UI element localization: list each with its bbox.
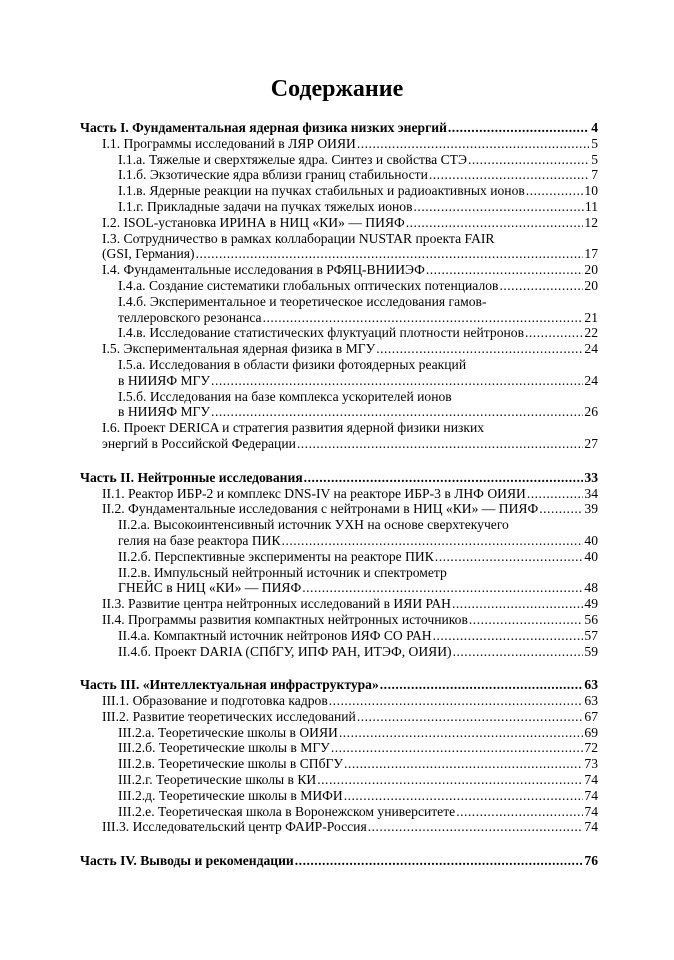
toc-section-entry <box>80 596 598 612</box>
toc-subsection-entry <box>80 549 598 565</box>
toc-subsection-entry <box>80 517 598 533</box>
dot-leader <box>539 501 583 517</box>
table-of-contents <box>80 120 598 869</box>
toc-entry-title: I.1. Программы исследований в ЛЯР ОИЯИ <box>102 135 356 151</box>
dot-leader <box>526 183 584 199</box>
dot-leader <box>527 486 584 502</box>
toc-entry-title: III.2.а. Теоретические школы в ОИЯИ <box>118 724 338 740</box>
toc-page-number: 39 <box>584 501 598 517</box>
toc-page-number: 56 <box>584 611 598 627</box>
dot-leader <box>331 740 584 756</box>
toc-page-number: 67 <box>584 708 598 724</box>
toc-entry-title: энергий в Российской Федерации <box>102 435 296 451</box>
toc-section-entry <box>80 341 598 357</box>
toc-section-entry <box>80 612 598 628</box>
toc-page-number: 74 <box>584 787 598 803</box>
toc-section-entry <box>80 693 598 709</box>
toc-subsection-entry <box>80 278 598 294</box>
toc-section-entry <box>80 262 598 278</box>
toc-entry-title: I.4.а. Создание систематики глобальных оптических потенциалов <box>118 277 499 293</box>
toc-page-number: 24 <box>584 372 598 388</box>
dot-leader <box>211 373 583 389</box>
toc-page-number: 17 <box>584 246 598 262</box>
toc-subsection-entry <box>80 644 598 660</box>
toc-page-number: 72 <box>584 740 598 756</box>
toc-entry-title: I.4. Фундаментальные исследования в РФЯЦ-ВНИИЭФ <box>102 262 425 278</box>
dot-leader <box>211 404 583 420</box>
toc-subsection-entry <box>80 740 598 756</box>
toc-entry-title: I.3. Сотрудничество в рамках коллаборации NUSTAR проекта FAIR <box>102 230 495 246</box>
section-spacer <box>80 659 598 677</box>
toc-entry-title: III.2.д. Теоретические школы в МИФИ <box>118 787 343 803</box>
dot-leader <box>525 325 583 341</box>
dot-leader <box>357 709 584 725</box>
toc-section-entry <box>80 231 598 247</box>
dot-leader <box>357 136 589 152</box>
dot-leader <box>329 693 584 709</box>
toc-page-number: 63 <box>584 693 598 709</box>
toc-entry-title: III.2.в. Теоретические школы в СПбГУ <box>118 756 344 772</box>
toc-page-number: 7 <box>591 167 598 183</box>
toc-entry-title: ГНЕЙС в НИЦ «КИ» — ПИЯФ <box>118 580 302 596</box>
toc-subsection-entry <box>80 533 598 549</box>
dot-leader <box>297 436 584 452</box>
toc-subsection-entry <box>80 580 598 596</box>
toc-page-number: 20 <box>584 262 598 278</box>
toc-subsection-entry <box>80 628 598 644</box>
toc-entry-title: I.2. ISOL-установка ИРИНА в НИЦ «КИ» — ПИЯФ <box>102 214 405 230</box>
toc-page-number: 22 <box>584 325 598 341</box>
toc-page-number: 49 <box>584 596 598 612</box>
toc-entry-title: II.1. Реактор ИБР-2 и комплекс DNS-IV на реакторе ИБР-3 в ЛНФ ОИЯИ <box>102 485 526 501</box>
toc-entry-title: II.4.б. Проект DARIA (СПбГУ, ИПФ РАН, ИТЭФ, ОИЯИ) <box>118 643 452 659</box>
toc-entry-title: I.5. Экспериментальная ядерная физика в МГУ <box>102 341 376 357</box>
toc-entry-title: I.5.б. Исследования на базе комплекса ускорителей ионов <box>118 388 452 404</box>
toc-subsection-entry <box>80 725 598 741</box>
toc-section-entry <box>80 436 598 452</box>
toc-section-entry <box>80 709 598 725</box>
toc-page-number: 40 <box>584 532 598 548</box>
toc-page-number: 40 <box>584 548 598 564</box>
toc-section-entry <box>80 420 598 436</box>
toc-entry-title: I.1.б. Экзотические ядра вблизи границ стабильности <box>118 167 428 183</box>
toc-entry-title: Часть IV. Выводы и рекомендации <box>80 853 294 869</box>
section-spacer <box>80 452 598 470</box>
dot-leader <box>406 215 584 231</box>
toc-entry-title: II.4. Программы развития компактных нейтронных источников <box>102 611 468 627</box>
toc-entry-title: гелия на базе реактора ПИК <box>118 532 281 548</box>
page-title: Содержание <box>270 76 404 102</box>
toc-page-number: 26 <box>584 404 598 420</box>
toc-entry-title: I.1.г. Прикладные задачи на пучках тяжелых ионов <box>118 198 413 214</box>
toc-entry-title: (GSI, Германия) <box>102 246 195 262</box>
toc-entry-title: III.1. Образование и подготовка кадров <box>102 693 328 709</box>
toc-subsection-entry <box>80 325 598 341</box>
toc-page-number: 5 <box>591 135 598 151</box>
dot-leader <box>304 470 584 486</box>
toc-entry-title: II.4.а. Компактный источник нейтронов ИЯФ СО РАН <box>118 627 432 643</box>
dot-leader <box>435 549 584 565</box>
toc-subsection-entry <box>80 152 598 168</box>
dot-leader <box>468 152 589 168</box>
toc-entry-title: II.2.а. Высокоинтенсивный источник УХН на основе сверхтекучего <box>118 517 509 533</box>
toc-page-number: 57 <box>584 627 598 643</box>
toc-subsection-entry <box>80 565 598 581</box>
dot-leader <box>453 644 584 660</box>
toc-entry-title: Часть II. Нейтронные исследования <box>80 469 303 485</box>
toc-entry-title: в НИИЯФ МГУ <box>118 404 211 420</box>
toc-subsection-entry <box>80 199 598 215</box>
toc-subsection-entry <box>80 294 598 310</box>
dot-leader <box>433 628 584 644</box>
toc-page-number: 21 <box>584 309 598 325</box>
toc-entry-title: II.2.б. Перспективные эксперименты на реакторе ПИК <box>118 548 434 564</box>
toc-page-number: 10 <box>584 183 598 199</box>
dot-leader <box>282 533 584 549</box>
toc-entry-title: I.4.в. Исследование статистических флуктуаций плотности нейтронов <box>118 325 524 341</box>
toc-page-number: 4 <box>591 120 598 135</box>
toc-page-number: 34 <box>584 485 598 501</box>
toc-subsection-entry <box>80 183 598 199</box>
toc-entry-title: Часть III. «Интеллектуальная инфраструктура» <box>80 677 379 693</box>
toc-section-entry <box>80 136 598 152</box>
toc-entry-title: I.1.а. Тяжелые и сверхтяжелые ядра. Синтез и свойства СТЭ <box>118 151 467 167</box>
toc-subsection-entry <box>80 373 598 389</box>
toc-entry-title: в НИИЯФ МГУ <box>118 372 211 388</box>
dot-leader <box>426 262 584 278</box>
dot-leader <box>448 120 589 136</box>
toc-page-number: 59 <box>584 643 598 659</box>
dot-leader <box>499 278 583 294</box>
toc-subsection-entry <box>80 772 598 788</box>
dot-leader <box>196 246 584 262</box>
toc-page-number: 12 <box>584 214 598 230</box>
toc-page-number: 48 <box>584 580 598 596</box>
toc-entry-title: III.2.б. Теоретические школы в МГУ <box>118 740 330 756</box>
toc-entry-title: III.2. Развитие теоретических исследований <box>102 708 356 724</box>
toc-section-entry <box>80 501 598 517</box>
toc-section-entry <box>80 246 598 262</box>
toc-page-number: 76 <box>584 853 598 869</box>
toc-subsection-entry <box>80 788 598 804</box>
toc-entry-title: II.2.в. Импульсный нейтронный источник и спектрометр <box>118 564 447 580</box>
dot-leader <box>452 596 583 612</box>
toc-section-entry <box>80 819 598 835</box>
toc-section-entry <box>80 215 598 231</box>
dot-leader <box>295 853 584 869</box>
dot-leader <box>339 725 584 741</box>
toc-entry-title: II.2. Фундаментальные исследования с нейтронами в НИЦ «КИ» — ПИЯФ <box>102 501 539 517</box>
toc-entry-title: III.3. Исследовательский центр ФАИР-Россия <box>102 819 367 835</box>
dot-leader <box>344 756 583 772</box>
dot-leader <box>456 804 583 820</box>
toc-subsection-entry <box>80 310 598 326</box>
toc-part-entry <box>80 677 598 693</box>
toc-entry-title: I.5.а. Исследования в области физики фотоядерных реакций <box>118 356 467 372</box>
toc-entry-title: I.1.в. Ядерные реакции на пучках стабильных и радиоактивных ионов <box>118 183 525 199</box>
toc-entry-title: теллеровского резонанса <box>118 309 262 325</box>
toc-subsection-entry <box>80 756 598 772</box>
toc-page-number: 33 <box>584 469 598 485</box>
toc-part-entry <box>80 120 598 136</box>
toc-page-number: 20 <box>584 277 598 293</box>
toc-page-number: 27 <box>584 435 598 451</box>
toc-page-number: 74 <box>584 819 598 835</box>
section-spacer <box>80 835 598 853</box>
toc-entry-title: II.3. Развитие центра нейтронных исследований в ИЯИ РАН <box>102 596 451 612</box>
toc-subsection-entry <box>80 357 598 373</box>
toc-section-entry <box>80 486 598 502</box>
dot-leader <box>376 341 583 357</box>
toc-entry-title: I.6. Проект DERICA и стратегия развития ядерной физики низких <box>102 420 485 436</box>
toc-entry-title: I.4.б. Экспериментальное и теоретическое исследования гамов- <box>118 293 487 309</box>
dot-leader <box>263 310 584 326</box>
dot-leader <box>317 772 583 788</box>
dot-leader <box>344 788 584 804</box>
toc-page-number: 11 <box>584 198 598 214</box>
dot-leader <box>469 612 584 628</box>
toc-subsection-entry <box>80 804 598 820</box>
toc-page-number: 74 <box>584 772 598 788</box>
toc-subsection-entry <box>80 389 598 405</box>
toc-subsection-entry <box>80 404 598 420</box>
toc-part-entry <box>80 470 598 486</box>
toc-entry-title: Часть I. Фундаментальная ядерная физика низких энергий <box>80 120 447 135</box>
toc-part-entry <box>80 853 598 869</box>
dot-leader <box>368 819 584 835</box>
toc-page-number: 24 <box>584 341 598 357</box>
toc-page-number: 69 <box>584 724 598 740</box>
dot-leader <box>302 580 583 596</box>
toc-subsection-entry <box>80 167 598 183</box>
toc-page-number: 74 <box>584 803 598 819</box>
toc-page-number: 73 <box>584 756 598 772</box>
dot-leader <box>414 199 584 215</box>
dot-leader <box>429 167 589 183</box>
toc-page-number: 5 <box>591 151 598 167</box>
dot-leader <box>380 677 584 693</box>
toc-entry-title: III.2.г. Теоретические школы в КИ <box>118 772 317 788</box>
toc-entry-title: III.2.е. Теоретическая школа в Воронежском университете <box>118 803 456 819</box>
toc-page-number: 63 <box>584 677 598 693</box>
